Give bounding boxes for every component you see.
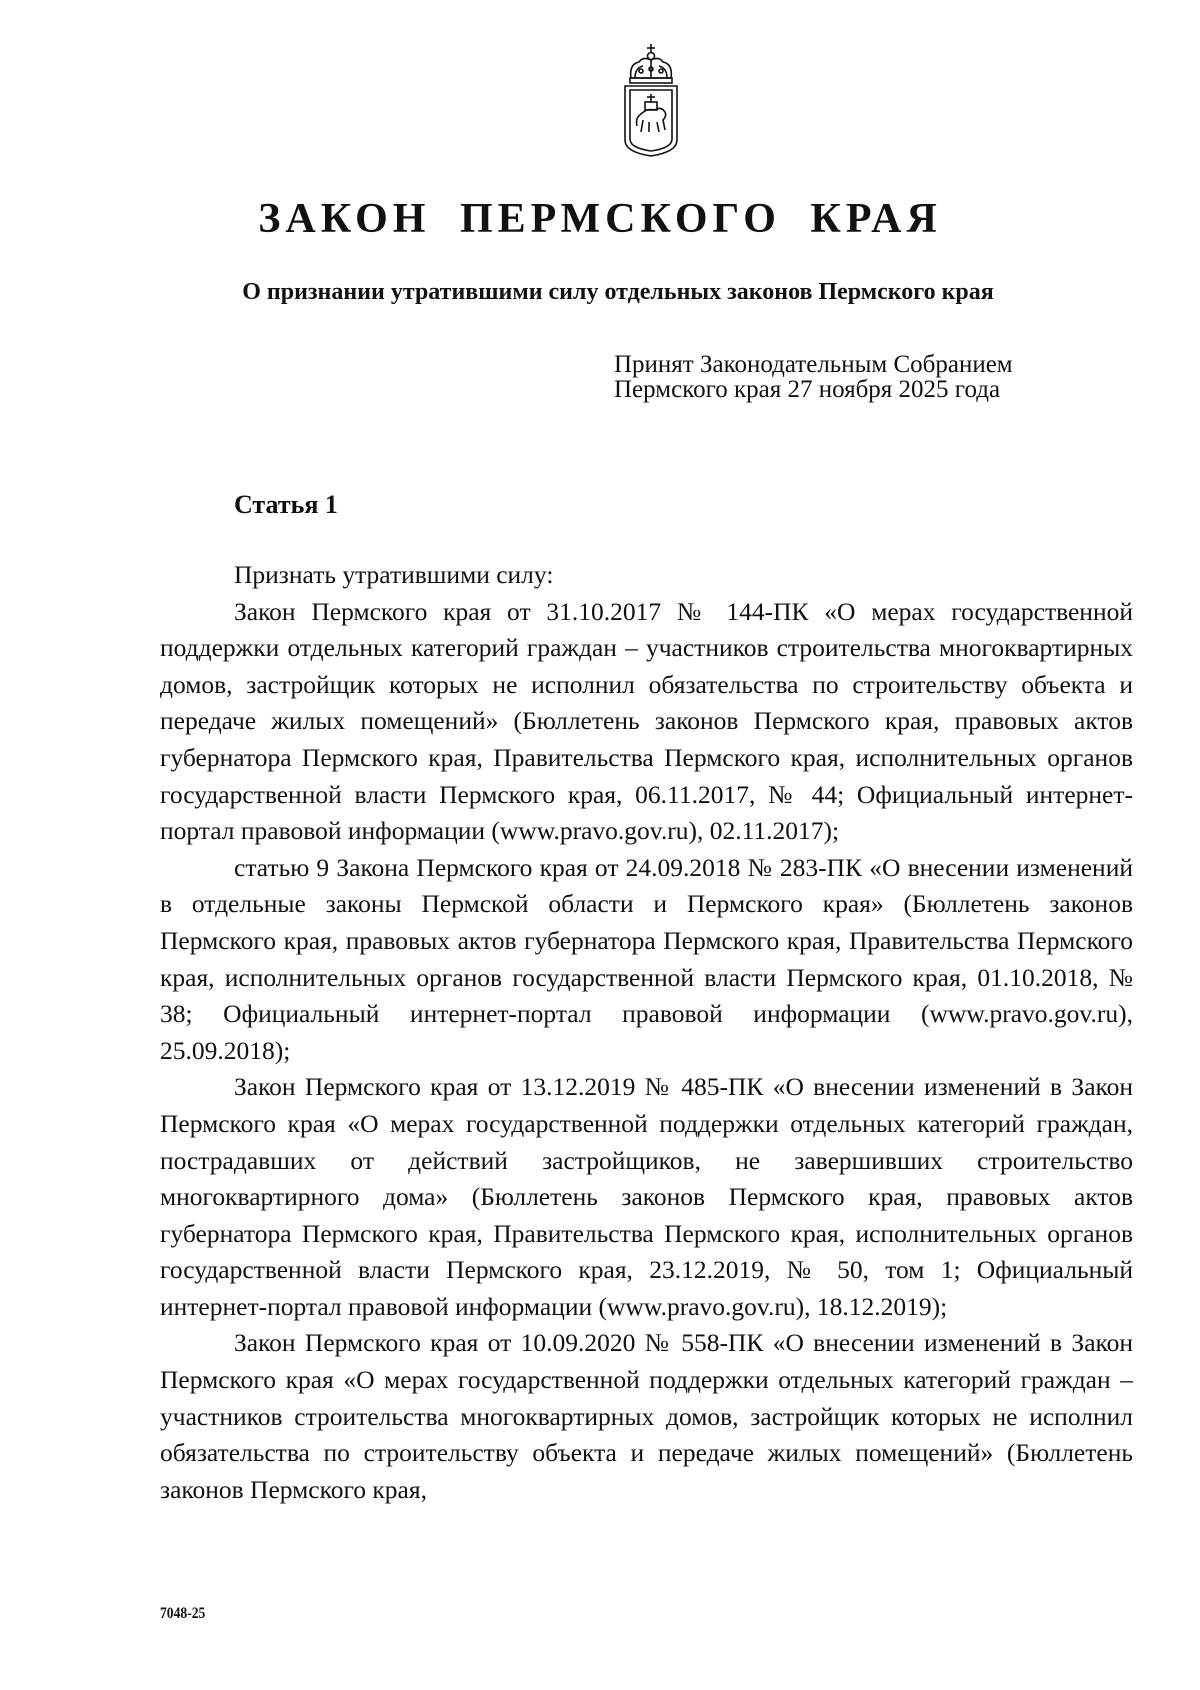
paragraph: Закон Пермского края от 10.09.2020 № 558-ПК «О внесении изменений в Закон Пермского края «О мерах государственной поддержки отдельных категорий граждан – участников строительства многоквартирных домов, застройщик которых не исполнил обязательства по строительству объекта и передаче жилых помещений» (Бюллетень законов Пермского края, <box>160 1328 1133 1504</box>
document-number: 7048-25 <box>160 1605 206 1622</box>
law-title: ЗАКОН ПЕРМСКОГО КРАЯ <box>258 196 942 242</box>
adoption-note-line: Пермского края 27 ноября 2025 года <box>614 376 1001 403</box>
law-subtitle: О признании утратившими силу отдельных законов Пермского края <box>242 279 994 305</box>
article-body <box>160 557 1133 1508</box>
article-heading: Статья 1 <box>234 490 338 519</box>
paragraph: Закон Пермского края от 31.10.2017 № 144-ПК «О мерах государственной поддержки отдельных категорий граждан – участников строительства многоквартирных домов, застройщик которых не исполнил обязательства по строительству объекта и передаче жилых помещений» (Бюллетень законов Пермского края, правовых актов губернатора Пермского края, Правительства Пермского края, исполнительных органов государственной власти Пермского края, 06.11.2017, № 44; Официальный интернет-портал правовой информации (www.pravo.gov.ru), 02.11.2017); <box>160 596 1133 846</box>
paragraph: Признать утратившими силу: <box>234 560 554 589</box>
adoption-note <box>614 352 1013 402</box>
adoption-note-line: Принят Законодательным Собранием <box>614 351 1013 378</box>
coat-of-arms-icon <box>621 42 681 158</box>
paragraph: статью 9 Закона Пермского края от 24.09.2018 № 283-ПК «О внесении изменений в отдельные законы Пермской области и Пермского края» (Бюллетень законов Пермского края, правовых актов губернатора Пермского края, Правительства Пермского края, исполнительных органов государственной власти Пермского края, 01.10.2018, № 38; Официальный интернет-портал правовой информации (www.pravo.gov.ru), 25.09.2018); <box>160 852 1133 1065</box>
paragraph: Закон Пермского края от 13.12.2019 № 485-ПК «О внесении изменений в Закон Пермского края «О мерах государственной поддержки отдельных категорий граждан, пострадавших от действий застройщиков, не завершивших строительство многоквартирного дома» (Бюллетень законов Пермского края, правовых актов губернатора Пермского края, Правительства Пермского края, исполнительных органов государственной власти Пермского края, 23.12.2019, № 50, том 1; Официальный интернет-портал правовой информации (www.pravo.gov.ru), 18.12.2019); <box>160 1072 1133 1321</box>
